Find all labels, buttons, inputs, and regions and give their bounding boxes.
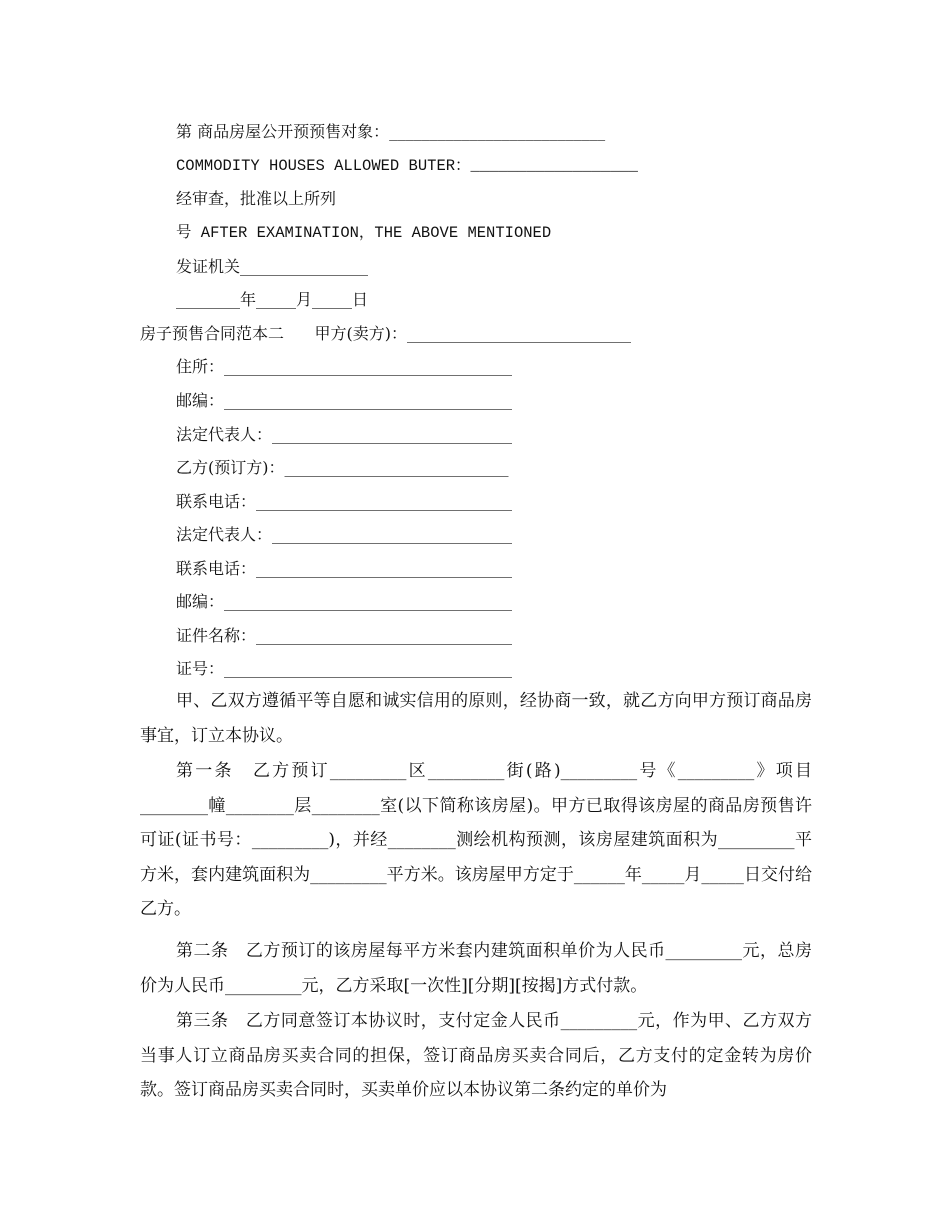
field-legal-rep: 法定代表人：______________________________ — [176, 425, 513, 444]
field-party-b: 乙方(预订方)：____________________________ — [176, 458, 509, 477]
field-address: 住所：____________________________________ — [176, 357, 513, 376]
approval-line: 经审查，批准以上所列 — [176, 189, 337, 208]
issuing-authority-line: 发证机关________________ — [176, 257, 369, 276]
examination-line: 号 AFTER EXAMINATION，THE ABOVE MENTIONED — [176, 224, 552, 242]
contract-title-line: 房子预售合同范本二 甲方(卖方)：____________________________ — [140, 324, 632, 343]
field-postcode: 邮编：____________________________________ — [176, 391, 513, 410]
article-one: 第一条 乙方预订_________区_________街(路)_________号《_________》项目________幢________层________室(以下简称该房屋)。甲方已取得该房屋的商品房预售许可证(证书号：_________)，并经________测绘机构预测，该房屋建筑面积为_________平方米，套内建筑面积为_________平方米。该房屋甲方定于______年_____月_____日交付给乙方。 — [140, 761, 812, 920]
allowed-buyer-line: COMMODITY HOUSES ALLOWED BUTER：__________________ — [176, 157, 638, 175]
field-id-number: 证号：____________________________________ — [176, 659, 513, 678]
presale-object-line: 第 商品房屋公开预预售对象：___________________________ — [176, 122, 606, 141]
field-phone-2: 联系电话：________________________________ — [176, 559, 513, 578]
date-line: ________年_____月_____日 — [176, 290, 369, 309]
field-id-type: 证件名称：________________________________ — [176, 626, 513, 645]
intro-paragraph: 甲、乙双方遵循平等自愿和诚实信用的原则，经协商一致，就乙方向甲方预订商品房事宜，订立本协议。 — [140, 691, 812, 746]
field-postcode-2: 邮编：____________________________________ — [176, 592, 513, 611]
field-phone: 联系电话：________________________________ — [176, 492, 513, 511]
field-legal-rep-2: 法定代表人：______________________________ — [176, 525, 513, 544]
article-three: 第三条 乙方同意签订本协议时，支付定金人民币_________元，作为甲、乙方双方当事人订立商品房买卖合同的担保，签订商品房买卖合同后，乙方支付的定金转为房价款。签订商品房买卖合同时，买卖单价应以本协议第二条约定的单价为 — [140, 1011, 812, 1101]
article-two: 第二条 乙方预订的该房屋每平方米套内建筑面积单价为人民币_________元，总房价为人民币_________元，乙方采取[一次性][分期][按揭]方式付款。 — [140, 941, 812, 996]
